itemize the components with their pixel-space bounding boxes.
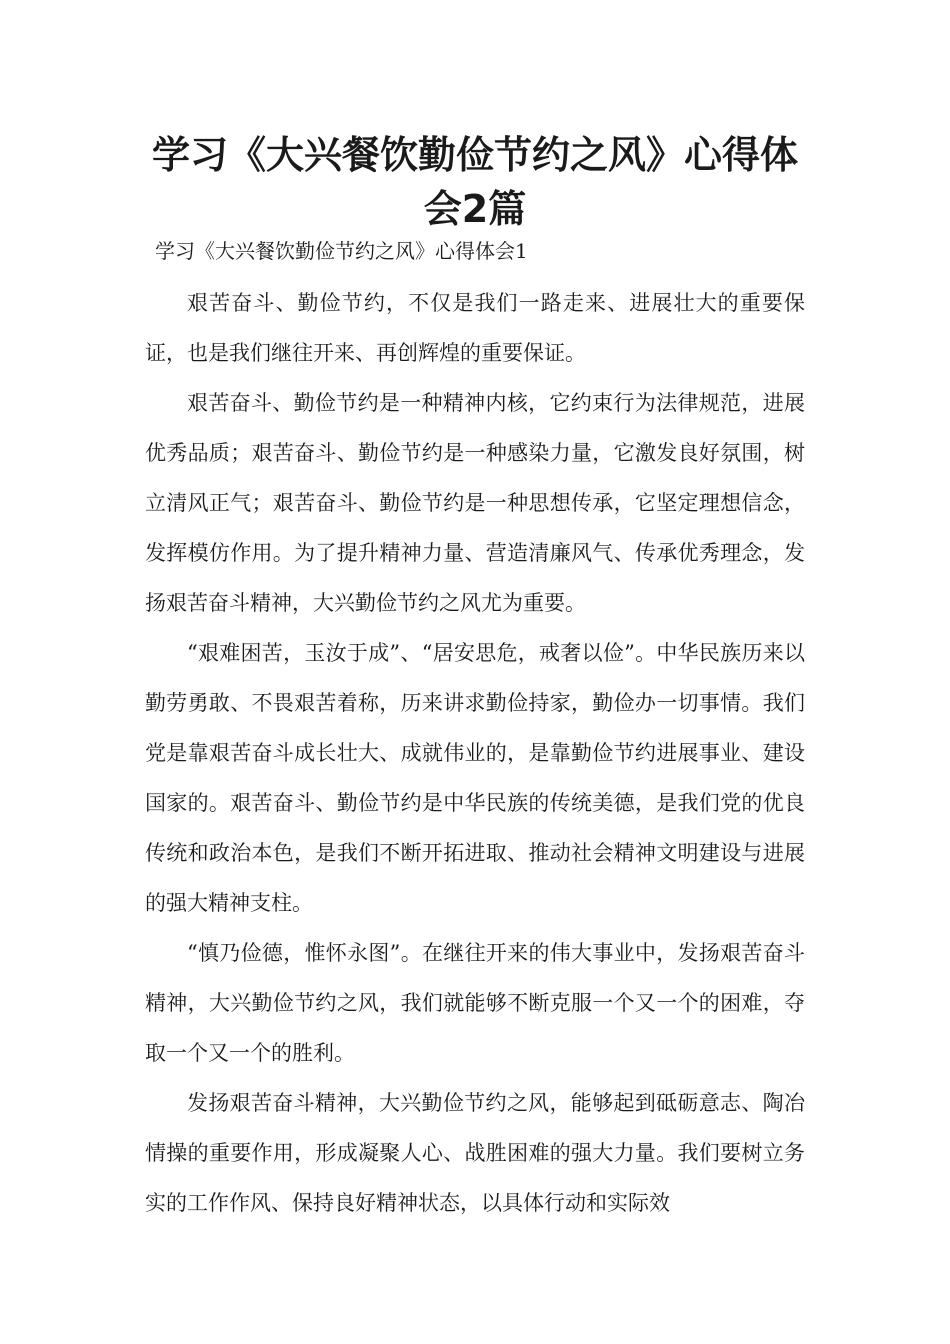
paragraph: 发扬艰苦奋斗精神，大兴勤俭节约之风，能够起到砥砺意志、陶冶情操的重要作用，形成凝聚人心、战胜困难的强大力量。我们要树立务实的工作作风、保持良好精神状态，以具体行动和实际效 xyxy=(145,1091,805,1215)
document-title-line-1: 学习《大兴餐饮勤俭节约之风》心得体 xyxy=(151,133,798,177)
paragraph: “慎乃俭德，惟怀永图”。在继往开来的伟大事业中，发扬艰苦奋斗精神，大兴勤俭节约之风，我们就能够不断克服一个又一个的困难，夺取一个又一个的胜利。 xyxy=(145,941,805,1065)
paragraph: 艰苦奋斗、勤俭节约是一种精神内核，它约束行为法律规范，进展优秀品质；艰苦奋斗、勤俭节约是一种感染力量，它激发良好氛围，树立清风正气；艰苦奋斗、勤俭节约是一种思想传承，它坚定理想信念，发挥模仿作用。为了提升精神力量、营造清廉风气、传承优秀理念，发扬艰苦奋斗精神，大兴勤俭节约之风尤为重要。 xyxy=(145,391,805,615)
document-title-line-2: 会2篇 xyxy=(423,187,527,231)
section-subtitle: 学习《大兴餐饮勤俭节约之风》心得体会1 xyxy=(155,239,528,263)
document-body xyxy=(145,278,805,1228)
paragraph: “艰难困苦，玉汝于成”、“居安思危，戒奢以俭”。中华民族历来以勤劳勇敢、不畏艰苦着称，历来讲求勤俭持家，勤俭办一切事情。我们党是靠艰苦奋斗成长壮大、成就伟业的，是靠勤俭节约进展事业、建设国家的。艰苦奋斗、勤俭节约是中华民族的传统美德，是我们党的优良传统和政治本色，是我们不断开拓进取、推动社会精神文明建设与进展的强大精神支柱。 xyxy=(145,641,805,915)
paragraph: 艰苦奋斗、勤俭节约，不仅是我们一路走来、进展壮大的重要保证，也是我们继往开来、再创辉煌的重要保证。 xyxy=(145,291,805,365)
